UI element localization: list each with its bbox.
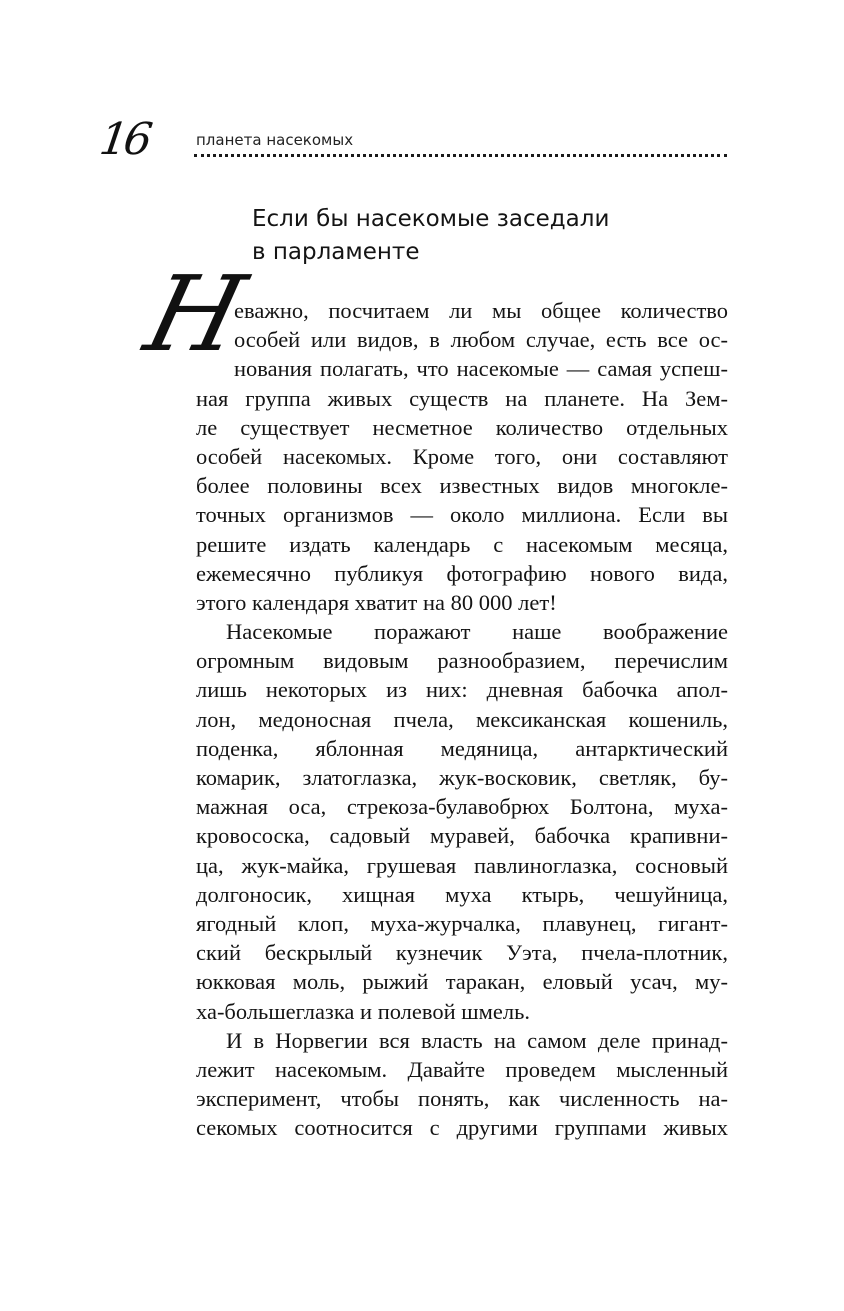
text-line: особей насекомых. Кроме того, они составляют [196,443,728,469]
text-line: точных организмов — около миллиона. Если вы [196,502,728,528]
text-line: Насекомые поражают наше воображение [226,619,728,645]
text-line: еважно, посчитаем ли мы общее количество [234,298,728,323]
text-line: кровососка, садовый муравей, бабочка крапивни- [196,823,728,849]
text-line: более половины всех известных видов многокле- [196,473,728,499]
page-number: 16 [96,114,152,165]
text-line: решите издать календарь с насекомым месяца, [196,531,728,557]
text-line: ский бескрылый кузнечик Уэта, пчела-плотник, [196,940,728,966]
dropcap: Н [134,253,256,375]
text-line: ха-большеглазка и полевой шмель. [196,998,530,1024]
text-line: ца, жук-майка, грушевая павлиноглазка, сосновый [196,852,728,878]
text-line: ная группа живых существ на планете. На Зем- [196,385,728,411]
text-line: эксперимент, чтобы понять, как численность на- [196,1086,728,1112]
chapter-title-line-2: в парламенте [252,239,420,265]
text-line: И в Норвегии вся власть на самом деле принад- [226,1027,728,1053]
chapter-title-line-1: Если бы насекомые заседали [252,206,610,232]
running-head: планета насекомых [196,131,354,149]
body-text [196,296,728,1142]
text-line: лон, медоносная пчела, мексиканская кошениль, [196,706,728,732]
text-line: лежит насекомым. Давайте проведем мысленный [196,1056,728,1082]
text-line: лишь некоторых из них: дневная бабочка апол- [196,677,728,703]
chapter-title [252,203,672,269]
text-line: долгоносик, хищная муха ктырь, чешуйница, [196,881,728,907]
text-line: мажная оса, стрекоза-булавобрюх Болтона, муха- [196,794,728,820]
text-line: ежемесячно публикуя фотографию нового вида, [196,560,728,586]
text-line: секомых соотносится с другими группами живых [196,1115,728,1141]
text-line: ле существует несметное количество отдельных [196,414,728,440]
text-line: особей или видов, в любом случае, есть все ос- [234,327,728,353]
text-line: нования полагать, что насекомые — самая успеш- [234,356,728,382]
text-line: огромным видовым разнообразием, перечислим [196,648,728,674]
text-line: комарик, златоглазка, жук-восковик, светляк, бу- [196,765,728,790]
text-line: этого календаря хватит на 80 000 лет! [196,589,557,615]
text-line: ягодный клоп, муха-журчалка, плавунец, гигант- [196,910,728,936]
dotted-rule [194,154,727,157]
text-line: юкковая моль, рыжий таракан, еловый усач, му- [196,969,728,995]
text-line: поденка, яблонная медяница, антарктический [196,735,728,761]
